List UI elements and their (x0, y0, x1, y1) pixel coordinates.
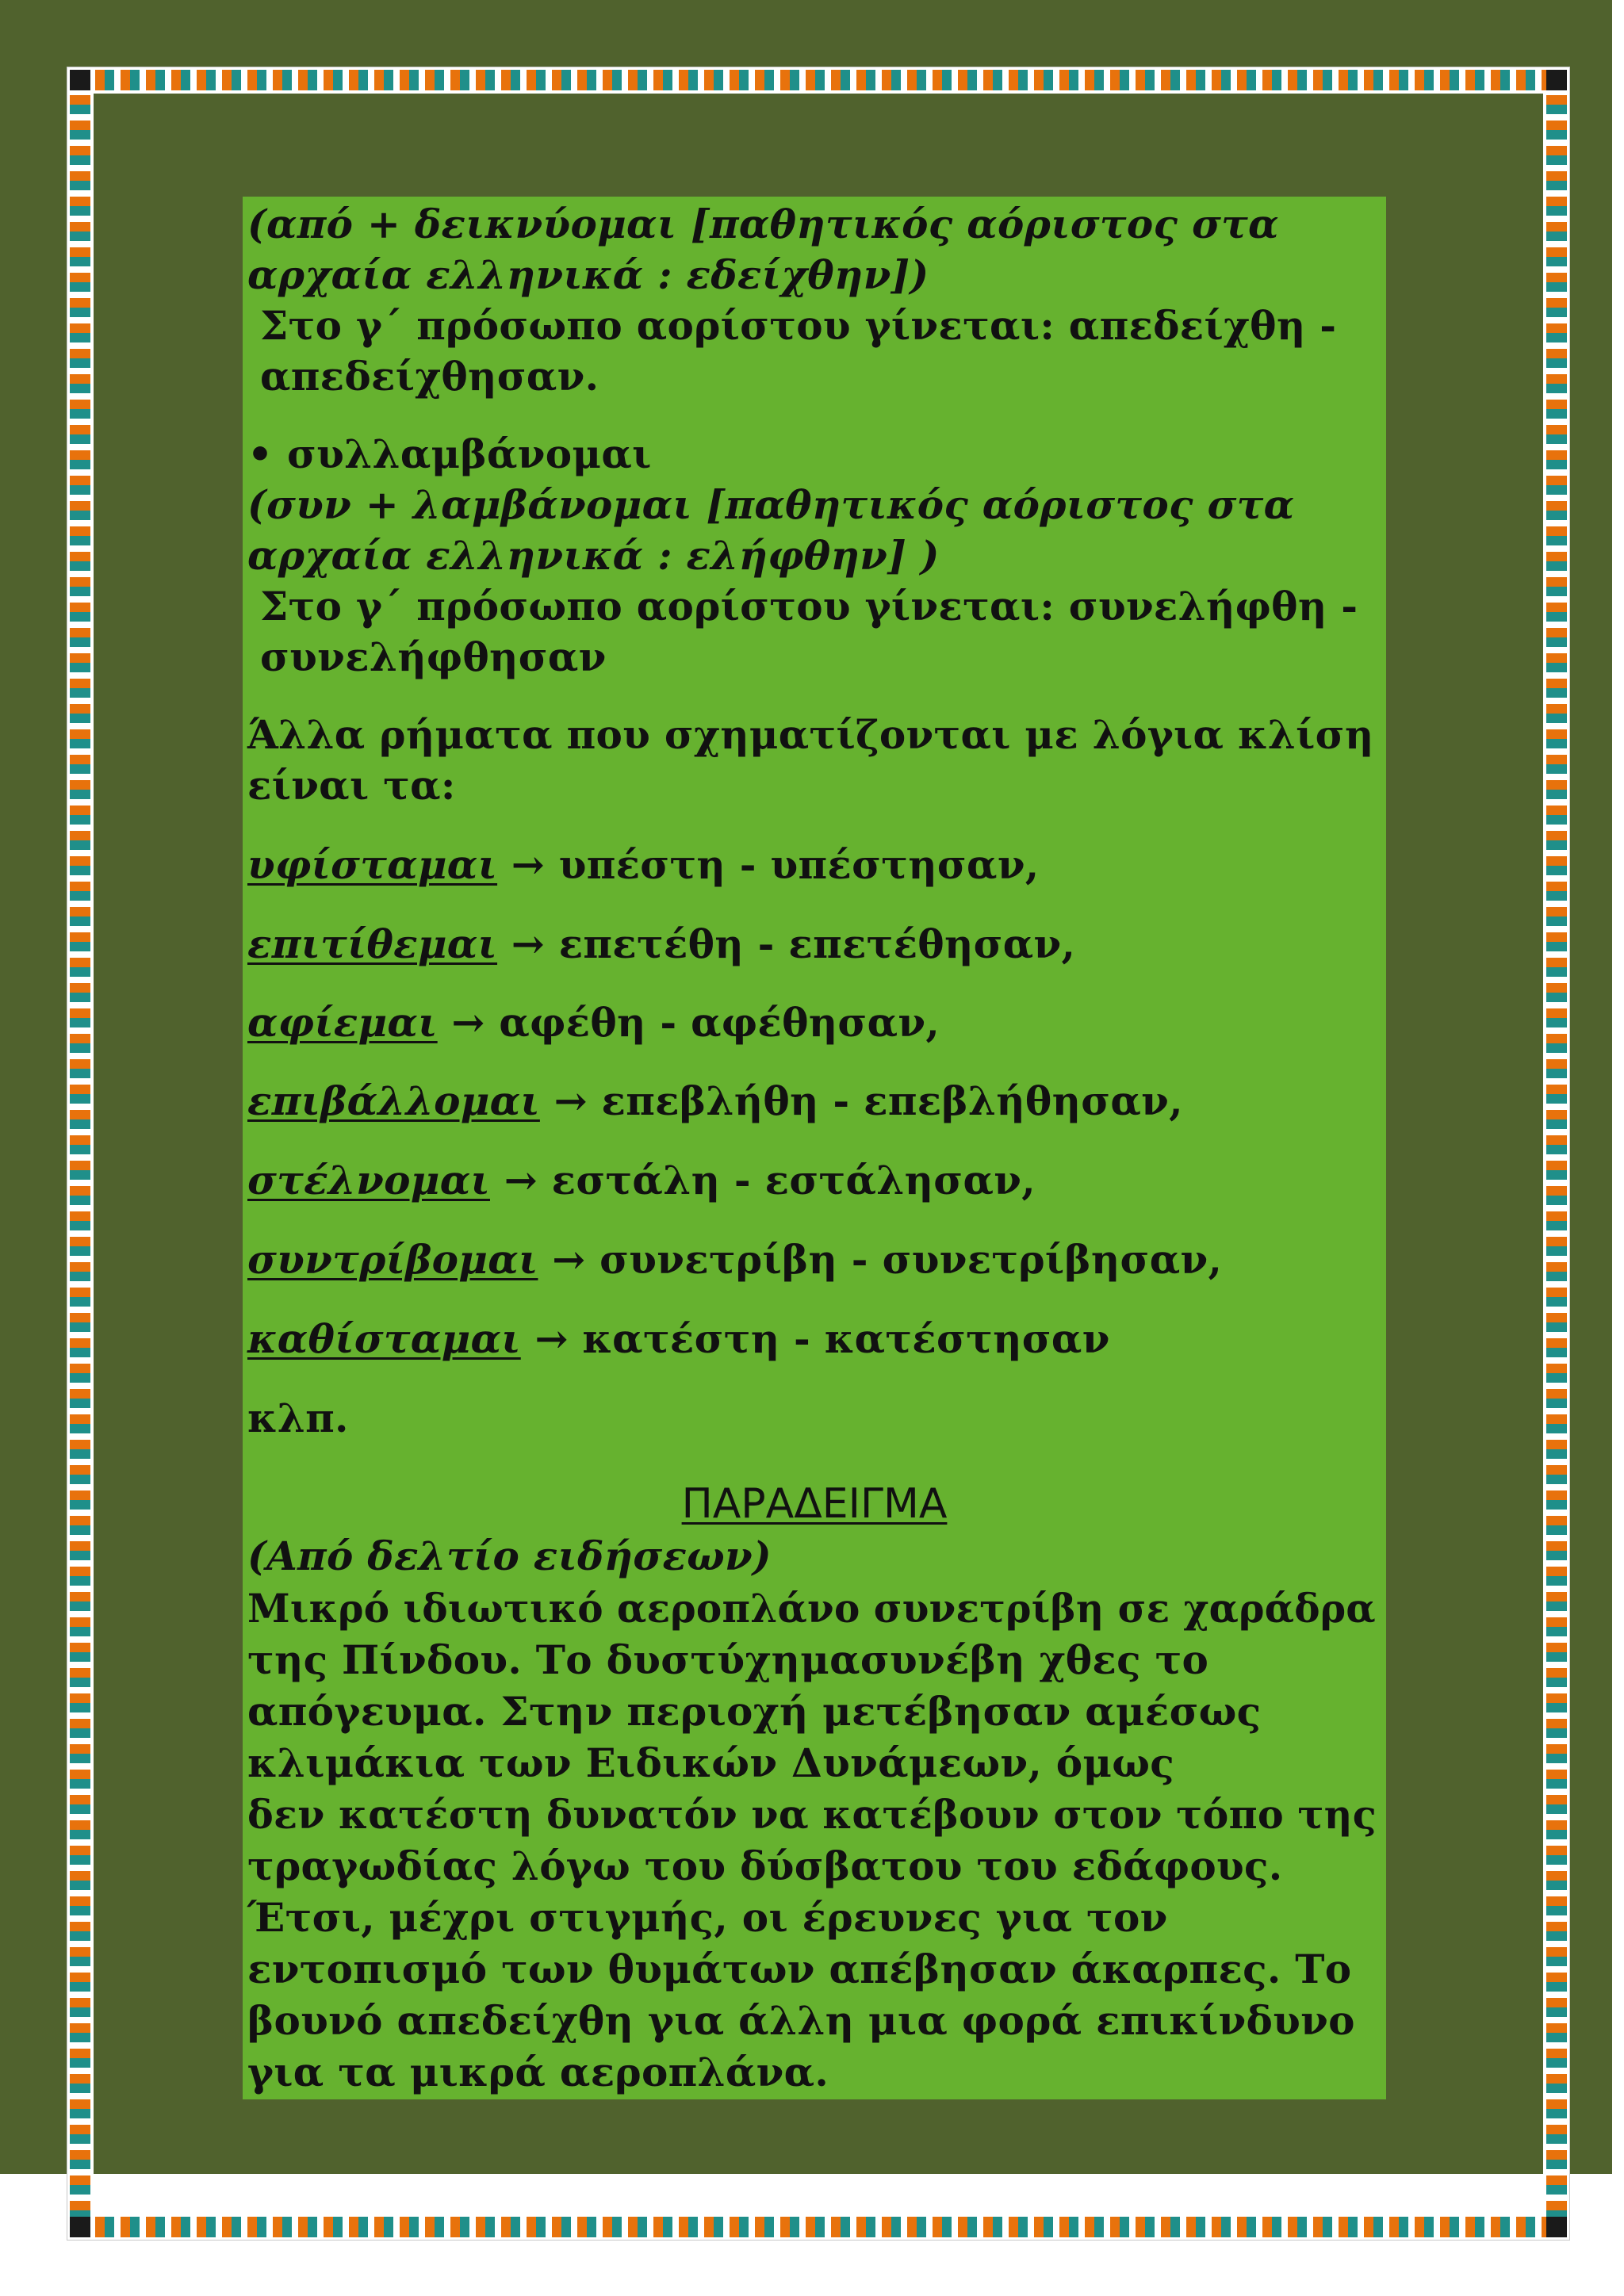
text-line: είναι τα: (247, 762, 456, 809)
border-corner (1546, 70, 1567, 90)
text-line: (από + δεικνύομαι [παθητικός αόριστος στα (247, 201, 1279, 247)
verb-forms: επετέθη - επετέθησαν, (558, 920, 1076, 967)
etc-text: κλπ. (247, 1395, 349, 1441)
example-line: βουνό απεδείχθη για άλλη μια φορά επικίνδυνο (247, 1997, 1355, 2044)
example-line: για τα μικρά αεροπλάνα. (247, 2049, 829, 2095)
arrow: → (534, 1315, 569, 1362)
text-line: Άλλα ρήματα που σχηματίζονται με λόγια κλίση (247, 711, 1374, 758)
arrow: → (504, 1157, 538, 1203)
arrow: → (552, 1236, 586, 1283)
border-corner (70, 70, 90, 90)
text-line: συνελήφθησαν (260, 633, 607, 680)
arrow: → (553, 1077, 588, 1124)
bullet-item (247, 430, 652, 479)
example-line: εντοπισμό των θυμάτων απέβησαν άκαρπες. Το (247, 1946, 1352, 1992)
example-line: Έτσι, μέχρι στιγμής, οι έρευνες για τον (247, 1894, 1168, 1941)
verb: συντρίβομαι (247, 1236, 538, 1283)
verb-forms: συνετρίβη - συνετρίβησαν, (599, 1236, 1223, 1283)
text-line: απεδείχθησαν. (260, 353, 599, 400)
text-line: Στο γ΄ πρόσωπο αορίστου γίνεται: απεδείχθη - (260, 302, 1337, 349)
text-line: αρχαία ελληνικά : εδείχθην]) (247, 251, 929, 298)
border-corner (1546, 2217, 1567, 2237)
verb-row (247, 1314, 1110, 1364)
verb: υφίσταμαι (247, 841, 498, 888)
verb: αφίεμαι (247, 999, 438, 1046)
text-line: Στο γ΄ πρόσωπο αορίστου γίνεται: συνελήφθη - (260, 583, 1358, 629)
example-line: δεν κατέστη δυνατόν να κατέβουν στον τόπο της (247, 1791, 1377, 1838)
verb-forms: αφέθη - αφέθησαν, (499, 999, 940, 1046)
text-line: (συν + λαμβάνομαι [παθητικός αόριστος στα (247, 481, 1295, 528)
verb: καθίσταμαι (247, 1315, 521, 1362)
example-line: της Πίνδου. Το δυστύχημασυνέβη χθες το (247, 1636, 1209, 1683)
inner-bottom-strip (94, 2174, 1543, 2214)
arrow: → (511, 841, 545, 888)
example-source: (Από δελτίο ειδήσεων) (247, 1533, 772, 1579)
example-line: κλιμάκια των Ειδικών Δυνάμεων, όμως (247, 1739, 1174, 1786)
verb-row (247, 1235, 1222, 1284)
verb: επιτίθεμαι (247, 920, 498, 967)
example-line: απόγευμα. Στην περιοχή μετέβησαν αμέσως (247, 1688, 1262, 1735)
arrow: → (451, 999, 485, 1046)
content-panel (243, 197, 1386, 2099)
bullet-verb: συλλαμβάνομαι (286, 430, 652, 477)
verb-row (247, 1077, 1183, 1126)
verb-forms: επεβλήθη - επεβλήθησαν, (601, 1077, 1183, 1124)
example-line: Μικρό ιδιωτικό αεροπλάνο συνετρίβη σε χαράδρα (247, 1585, 1377, 1632)
verb-row (247, 998, 940, 1047)
border-corner (70, 2217, 90, 2237)
verb-row (247, 920, 1075, 969)
example-heading: ΠΑΡΑΔΕΙΓΜΑ (681, 1480, 948, 1528)
verb-forms: υπέστη - υπέστησαν, (558, 841, 1040, 888)
arrow: → (511, 920, 545, 967)
verb-forms: εστάλη - εστάλησαν, (551, 1157, 1036, 1203)
verb-row (247, 1156, 1036, 1205)
verb: στέλνομαι (247, 1157, 490, 1203)
text-line: αρχαία ελληνικά : ελήφθην] ) (247, 532, 940, 579)
verb-forms: κατέστη - κατέστησαν (582, 1315, 1110, 1362)
verb: επιβάλλομαι (247, 1077, 540, 1124)
bullet: • (247, 430, 274, 477)
example-line: τραγωδίας λόγω του δύσβατου του εδάφους. (247, 1843, 1283, 1889)
verb-row (247, 840, 1040, 890)
